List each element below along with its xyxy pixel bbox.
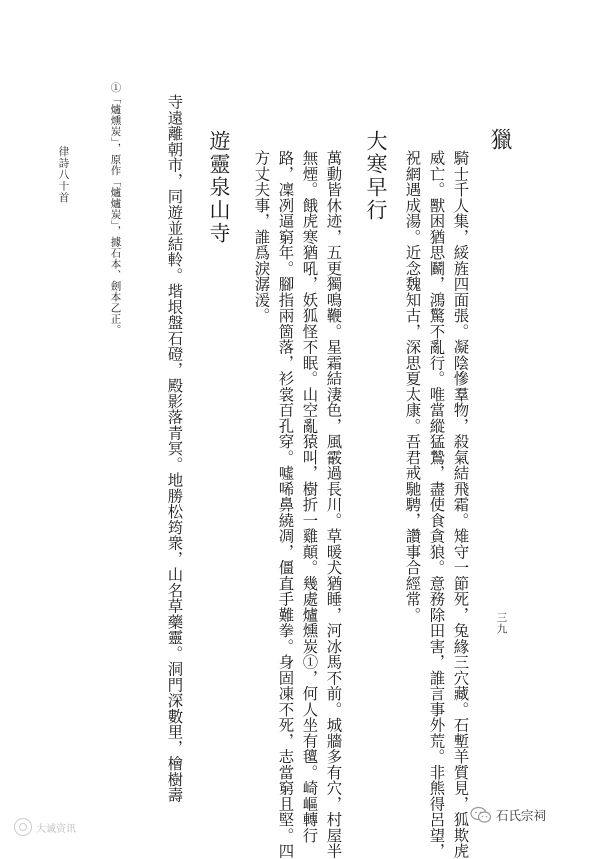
footnote: ①「爐燻炭」，原作「爐爐炭」，據石本、劍本乙正。	[109, 82, 122, 336]
poem-line: 威亡。獸困猶思鬬，鴻驚不亂行。唯當縱猛鷙，盡使食貪狼。意務除田害，誰言事外荒。非熊得呂望，	[427, 150, 446, 859]
poem-line: 路，凜冽逼窮年。腳指兩箇落，衫裳百孔穿。噓唏鼻繞凋，僵直手難拳。身固凍不死，志當窮且堅。四	[276, 150, 295, 859]
watermark-left	[14, 818, 76, 836]
watermark-right	[470, 806, 546, 824]
wechat-icon	[470, 806, 492, 824]
poem-line: 萬動皆休迹，五更獨鳴鞭。星霜結淒色，風霰過長川。草暖犬猶睡，河冰馬不前。城牆多有穴，村屋半	[324, 150, 343, 859]
poem-title-spring-temple: 遊靈泉山寺	[207, 130, 231, 245]
poem-line: 方丈夫事，誰爲淚潺湲。	[252, 150, 271, 324]
watermark-logo-icon	[14, 818, 32, 836]
poem-line: 無煙。餓虎寒猶吼，妖狐怪不眠。山空亂猿叫，樹折一雞顛。幾處爐燻炭①，何人坐有氊。崎嶇轉行	[300, 150, 319, 843]
watermark-right-text: 石氏宗祠	[496, 808, 547, 823]
poem-line: 祝網遇成湯。近念魏知古，深思夏太康。吾君戒馳騁，讚事合經常。	[403, 150, 422, 623]
poem-title-cold-morning: 大寒早行	[364, 130, 388, 222]
page-number: 三九	[495, 612, 508, 635]
watermark-left-text: 大诚资讯	[36, 823, 76, 835]
poem-title-hunt: 獵	[487, 128, 512, 152]
poem-line: 騎士千人集，綏旌四面張。凝陰慘羣物，殺氣結飛霜。雉守一節死，兔緣三穴藏。石塹羊質見，狐欺虎	[451, 150, 470, 859]
running-title: 律詩八十首	[57, 146, 70, 204]
poem-line: 寺遠離朝市，同遊並結軨。堦垠盤石磴，殿影落青冥。地勝松筠衆，山名草藥靈。洞門深數里，檜樹壽	[165, 94, 184, 803]
